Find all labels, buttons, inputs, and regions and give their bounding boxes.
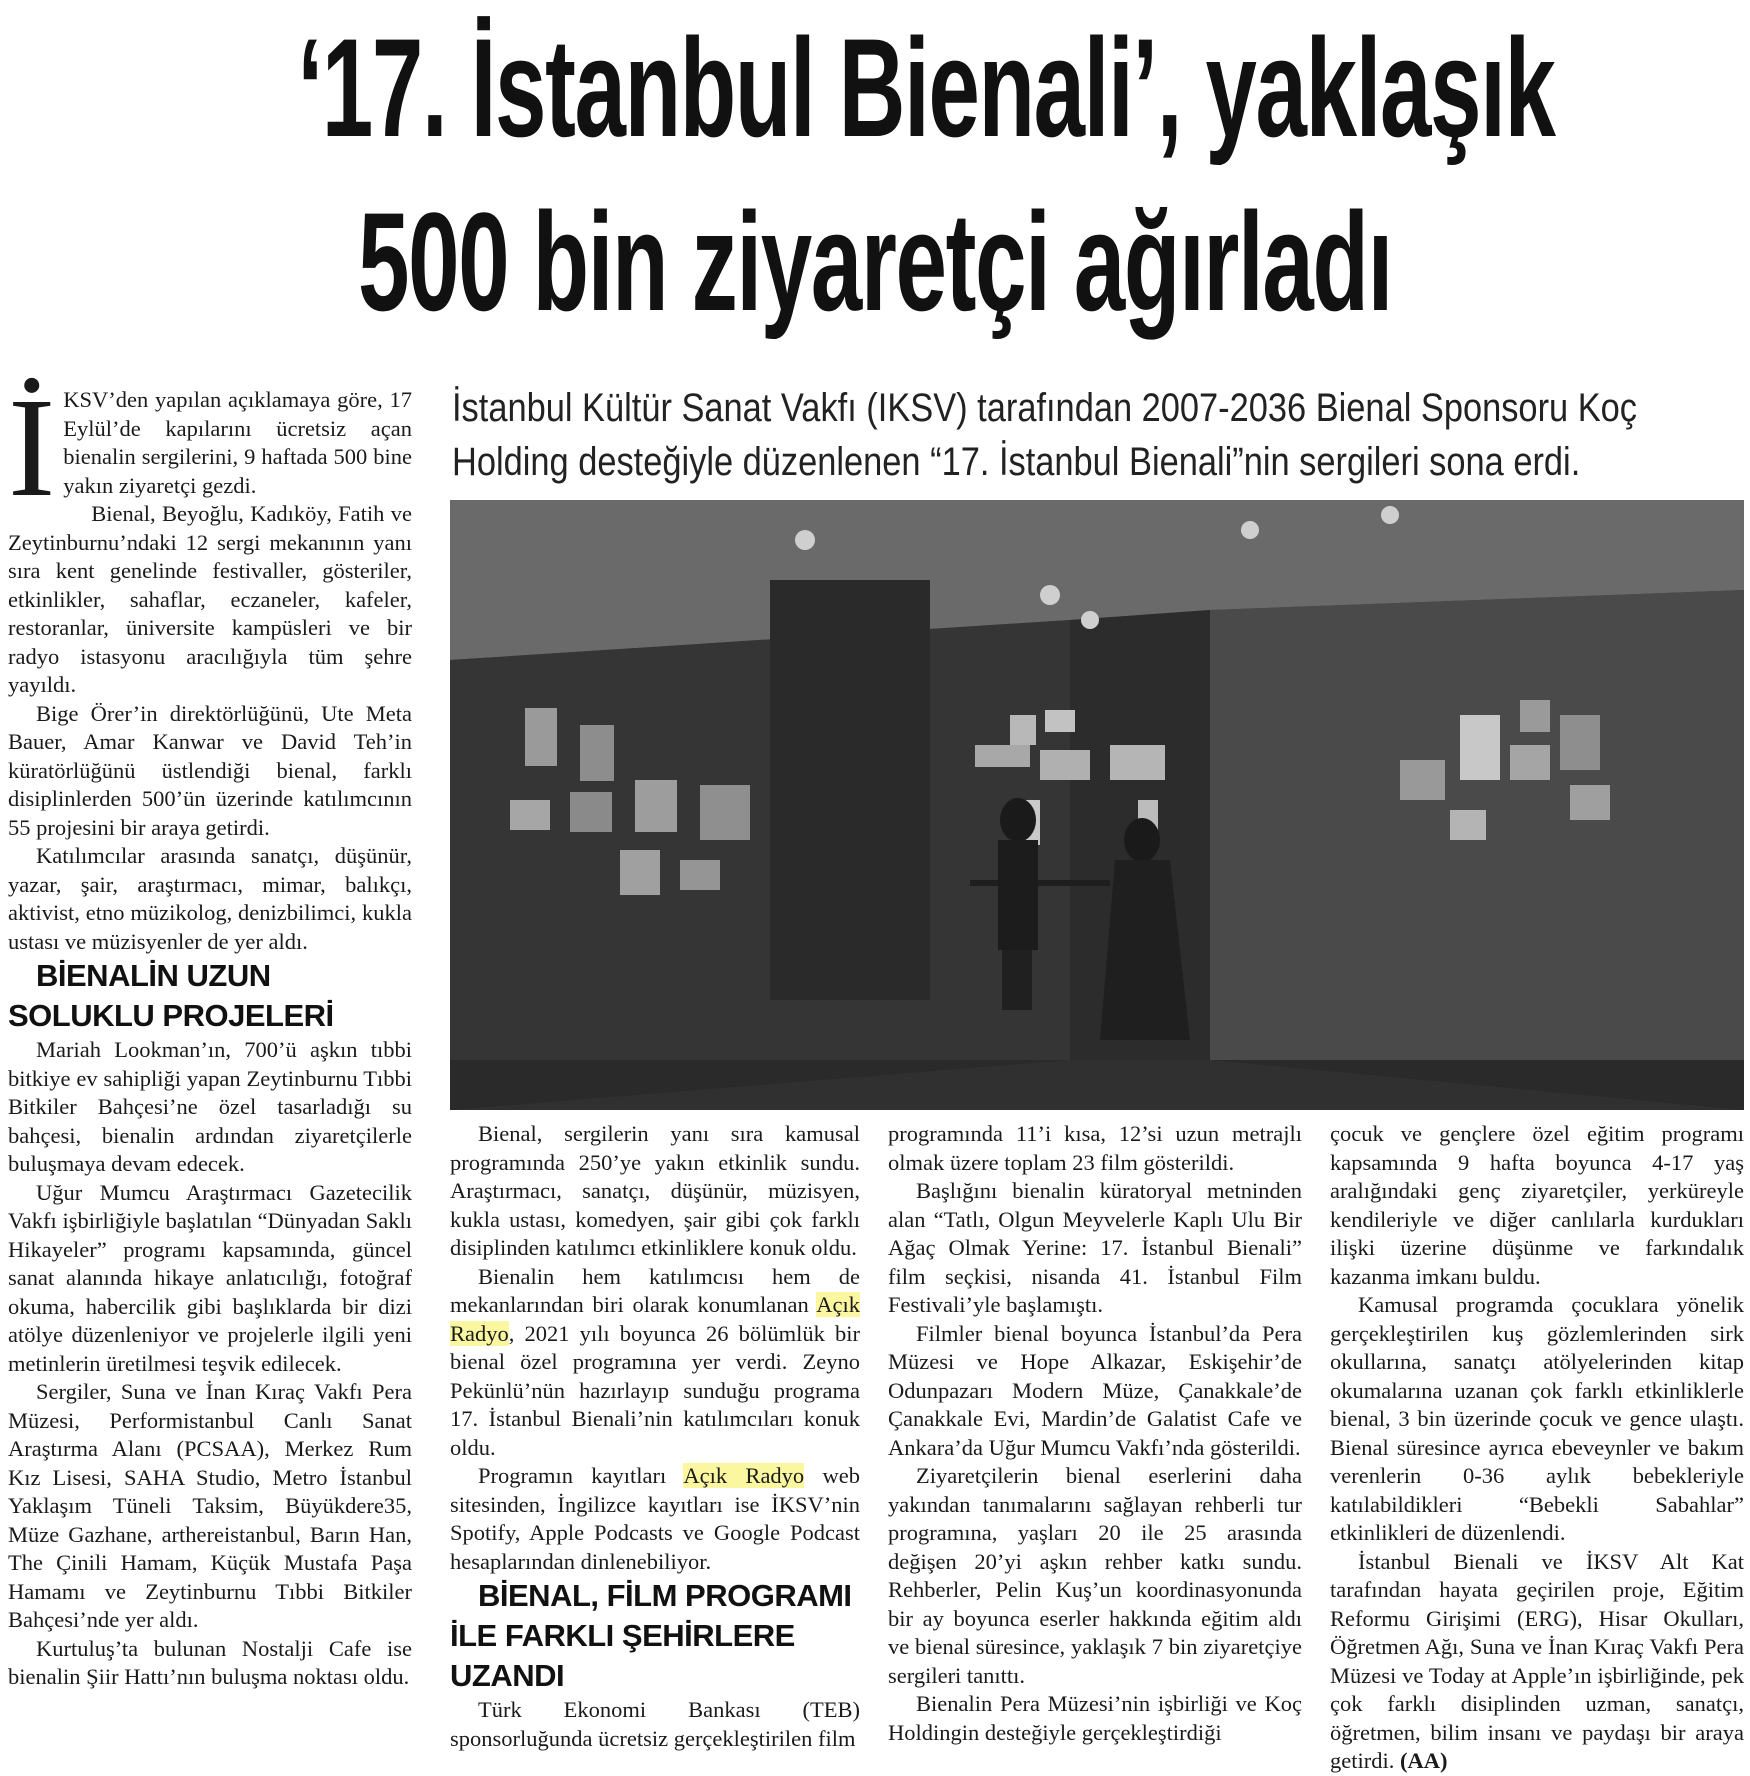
paragraph: Başlığını bienalin küratoryal metninden alan “Tatlı, Olgun Meyvelerle Kaplı Ulu Bir Ağaç Olmak Yerine: 17. İstanbul Bienali” film seçkisi, nisanda 41. İstanbul Film Festivali’yle başlamıştı. [888, 1178, 1302, 1317]
exhibition-photo [450, 500, 1744, 1110]
paragraph: Bienalin Pera Müzesi’nin işbirliği ve Koç Holdingin desteğiyle gerçekleştirdiği [888, 1691, 1302, 1745]
paragraph: Kurtuluş’ta bulunan Nostalji Cafe ise bienalin Şiir Hattı’nın buluşma noktası oldu. [8, 1635, 412, 1689]
paragraph: Filmler bienal boyunca İstanbul’da Pera Müzesi ve Hope Alkazar, Eskişehir’de Odunpazarı Modern Müze, Çanakkale’de Çanakkale Evi, Mardin’de Galatist Cafe ve Ankara’da Uğur Mumcu Vakfı’nda gösterildi. [888, 1320, 1302, 1460]
deck-line-2: Holding desteğiyle düzenlenen “17. İstanbul Bienali”nin sergileri sona erdi. [452, 440, 1581, 484]
highlighted-term: Açık Radyo [450, 1292, 860, 1346]
text-column-1 [8, 368, 412, 1692]
subheading: BİENALİN UZUN SOLUKLU PROJELERİ [8, 958, 334, 1033]
paragraph: Bige Örer’in direktörlüğünü, Ute Meta Bauer, Amar Kanwar ve David Teh’in küratörlüğünü üstlendiği bienal, farklı disiplinlerden 500’ün üzerinde katılımcının 55 projesini bir araya getirdi. [8, 700, 412, 840]
paragraph-text: İstanbul Bienali ve İKSV Alt Kat tarafından hayata geçirilen proje, Eğitim Reformu Girişimi (ERG), Hisar Okulları, Öğretmen Ağı, Suna ve İnan Kıraç Vakfı Pera Müzesi ve Today at Apple’ın işbirliğinde, pek çok farklı disiplinden uzman, sanatçı, öğretmen, bilim insanı ve paydaşı bir araya getirdi. [1330, 1548, 1744, 1773]
paragraph: Kamusal programda çocuklara yönelik gerçekleştirilen kuş gözlemlerinden sirk okullarına, sanatçı atölyelerinden kitap okumalarına uzanan çok farklı etkinliklerle bienal, 3 bin üzerinde çocuk ve gence ulaştı. Bienal süresince ayrıca ebeveynler ve bakım verenlerin 0-36 aylık bebekleriyle katılabildikleri “Bebekli Sabahlar” etkinlikleri de düzenlendi. [1330, 1292, 1744, 1545]
paragraph: çocuk ve gençlere özel eğitim programı kapsamında 9 hafta boyunca 4-17 yaş aralığındaki genç ziyaretçiler, yerküreyle kendileriyle ve diğer canlılarla kurdukları ilişki üzerine düşünme ve farkındalık kazanma imkanı buldu. [1330, 1121, 1744, 1289]
paragraph: programında 11’i kısa, 12’si uzun metrajlı olmak üzere toplam 23 film gösterildi. [888, 1121, 1302, 1175]
paragraph: Ziyaretçilerin bienal eserlerini daha yakından tanımalarını sağlayan rehberli tur programına, yaşları 20 ile 25 arasında değişen 20’yi aşkın rehber katkı sundu. Rehberler, Pelin Kuş’un koordinasyonunda bir ay boyunca eserler hakkında eğitim aldı ve bienal süresince, yaklaşık 7 bin ziyaretçiye sergileri tanıttı. [888, 1463, 1302, 1688]
paragraph [450, 1263, 860, 1463]
text-column-4 [1330, 1120, 1744, 1776]
highlighted-term: Açık Radyo [683, 1463, 805, 1488]
drop-cap: İ [8, 368, 56, 526]
headline-line-1: ‘17. İstanbul Bienali’, yaklaşık [297, 9, 1555, 166]
paragraph [1330, 1548, 1744, 1776]
paragraph-text: KSV’den yapılan açıklamaya göre, 17 Eylül’de kapılarını ücretsiz açan bienalin sergilerini, 9 haftada 500 bine yakın ziyaretçi gezdi. [63, 387, 412, 498]
headline-line-2: 500 bin ziyaretçi ağırladı [358, 183, 1392, 340]
source-credit: (AA) [1399, 1748, 1448, 1773]
text-column-3 [888, 1120, 1302, 1747]
paragraph [450, 1462, 860, 1576]
paragraph: Uğur Mumcu Araştırmacı Gazetecilik Vakfı işbirliğiyle başlatılan “Dünyadan Saklı Hikayeler” programı kapsamında, güncel sanat alanında hikaye anlatıcılığı, fotoğraf okuma, habercilik gibi başlıklarda bir dizi atölye düzenleniyor ve projelerle ilgili yeni metinlerin üretilmesi teşvik edilecek. [8, 1179, 412, 1376]
text-column-2 [450, 1120, 860, 1753]
paragraph: Sergiler, Suna ve İnan Kıraç Vakfı Pera Müzesi, Performistanbul Canlı Sanat Araştırma Alanı (PCSAA), Merkez Rum Kız Lisesi, SAHA Studio, Metro İstanbul Yaklaşım Tüneli Taksim, Büyükdere35, Müze Gazhane, arthereistanbul, Barın Han, The Çinili Hamam, Küçük Mustafa Paşa Hamamı ve Zeytinburnu Tıbbi Bitkiler Bahçesi’nde yer aldı. [8, 1379, 412, 1632]
paragraph-text: , 2021 yılı boyunca 26 bölümlük bir bienal özel programına yer verdi. Zeyno Pekünlü’nün hazırlayıp sunduğu programa 17. İstanbul Bienali’nin katılımcıları konuk oldu. [450, 1320, 860, 1460]
lead-paragraph [8, 368, 412, 526]
subheading: BİENAL, FİLM PROGRAMI İLE FARKLI ŞEHİRLERE UZANDI [450, 1578, 852, 1693]
paragraph: Mariah Lookman’ın, 700’ü aşkın tıbbi bitkiye ev sahipliği yapan Zeytinburnu Tıbbi Bitkiler Bahçesi’ne özel tasarladığı su bahçesi, bienalin ardından ziyaretçilerle buluşmaya devam edecek. [8, 1037, 412, 1176]
paragraph: Bienal, sergilerin yanı sıra kamusal programında 250’ye yakın etkinlik sundu. Araştırmacı, sanatçı, düşünür, müzisyen, kukla ustası, komedyen, şair gibi çok farklı disiplinden katılımcı etkinliklere konuk oldu. [450, 1121, 860, 1260]
paragraph-text: Bienalin hem katılımcısı hem de mekanlarından biri olarak konumlanan [450, 1263, 860, 1317]
paragraph: Katılımcılar arasında sanatçı, düşünür, yazar, şair, araştırmacı, mimar, balıkçı, aktivist, etno müzikolog, denizbilimci, kukla ustası ve müzisyenler de yer aldı. [8, 843, 412, 954]
deck-line-1: İstanbul Kültür Sanat Vakfı (IKSV) tarafından 2007-2036 Bienal Sponsoru Koç [452, 386, 1637, 430]
paragraph: Bienal, Beyoğlu, Kadıköy, Fatih ve Zeytinburnu’ndaki 12 sergi mekanının yanı sıra kent genelinde festivaller, gösteriler, etkinlikler, sahaflar, eczaneler, kafeler, restoranlar, üniversite kampüsleri ve bir radyo istasyonu aracılığıyla tüm şehre yayıldı. [8, 501, 412, 697]
paragraph: Türk Ekonomi Bankası (TEB) sponsorluğunda ücretsiz gerçekleştirilen film [450, 1697, 860, 1751]
paragraph-text: web sitesinden, İngilizce kayıtları ise İKSV’nin Spotify, Apple Podcasts ve Google Podcast hesaplarından dinlenebiliyor. [450, 1463, 860, 1574]
paragraph-text: Programın kayıtları [478, 1463, 684, 1488]
